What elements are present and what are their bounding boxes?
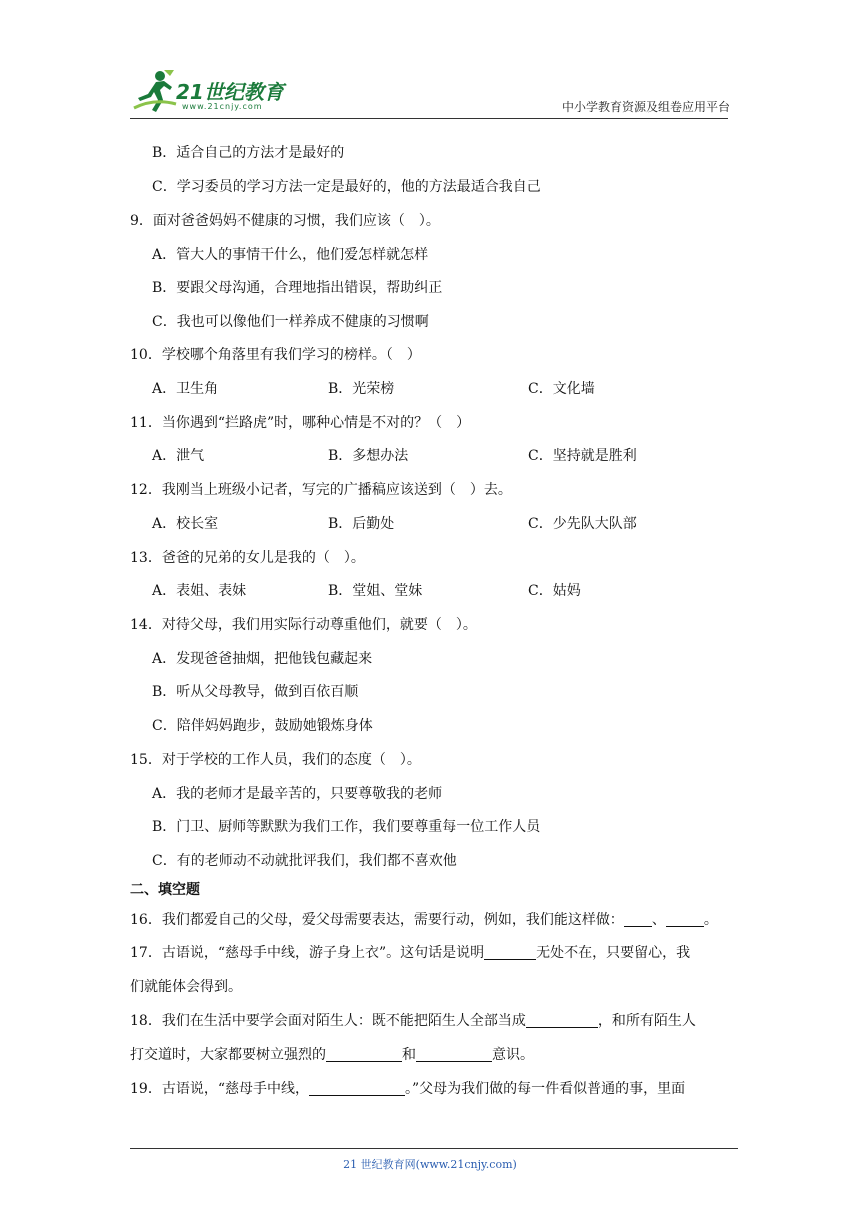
q19-blank[interactable] — [309, 1079, 405, 1096]
q15-option-c: C．有的老师动不动就批评我们，我们都不喜欢他 — [152, 853, 457, 869]
q16-end: 。 — [703, 912, 718, 928]
platform-name: 中小学教育资源及组卷应用平台 — [561, 100, 730, 114]
q10-option-a: A．卫生角 — [152, 381, 219, 397]
q9-option-b: B．要跟父母沟通，合理地指出错误，帮助纠正 — [152, 280, 443, 296]
question-12: 12．我刚当上班级小记者，写完的广播稿应该送到（ ）去。 — [130, 482, 512, 498]
q8-option-c: C．学习委员的学习方法一定是最好的，他的方法最适合我自己 — [152, 179, 541, 195]
q13-option-c: C．姑妈 — [528, 583, 581, 599]
q12-option-b: B．后勤处 — [328, 516, 395, 532]
q19-text-2: 。”父母为我们做的每一件看似普通的事，里面 — [404, 1081, 686, 1097]
question-16 — [130, 910, 718, 930]
q16-blank-1[interactable] — [624, 910, 652, 927]
runner-logo-icon — [130, 68, 178, 114]
question-9: 9．面对爸爸妈妈不健康的习惯，我们应该（ ）。 — [130, 213, 440, 229]
q18-end: 意识。 — [492, 1047, 534, 1063]
question-11: 11．当你遇到“拦路虎”时，哪种心情是不对的？（ ） — [130, 415, 471, 431]
footer-divider — [130, 1148, 738, 1149]
q18-blank-3[interactable] — [416, 1045, 492, 1062]
question-19 — [130, 1079, 685, 1099]
q11-option-a: A．泄气 — [152, 448, 205, 464]
q17-text-2: 无处不在，只要留心，我 — [536, 945, 691, 961]
logo-url: www.21cnjy.com — [182, 102, 263, 111]
q18-and: 和 — [402, 1047, 416, 1063]
q18-text-2: ，和所有陌生人 — [597, 1013, 696, 1029]
question-10: 10．学校哪个角落里有我们学习的榜样。（ ） — [130, 347, 421, 363]
footer-text: 21 世纪教育网(www.21cnjy.com) — [343, 1158, 517, 1171]
q17-text: 17．古语说，“慈母手中线，游子身上衣”。这句话是说明 — [130, 945, 485, 961]
q10-option-c: C．文化墙 — [528, 381, 595, 397]
q10-option-b: B．光荣榜 — [328, 381, 395, 397]
question-18-cont — [130, 1045, 534, 1065]
q19-text: 19．古语说，“慈母手中线， — [130, 1081, 309, 1097]
q15-option-b: B．门卫、厨师等默默为我们工作，我们要尊重每一位工作人员 — [152, 819, 541, 835]
q11-option-c: C．坚持就是胜利 — [528, 448, 637, 464]
q9-option-a: A．管大人的事情干什么，他们爱怎样就怎样 — [152, 247, 429, 263]
q13-option-b: B．堂姐、堂妹 — [328, 583, 423, 599]
q15-option-a: A．我的老师才是最辛苦的，只要尊敬我的老师 — [152, 786, 443, 802]
question-17-cont: 们就能体会得到。 — [130, 979, 242, 995]
section-fill-in-title: 二、填空题 — [130, 882, 200, 898]
q12-option-a: A．校长室 — [152, 516, 219, 532]
q12-option-c: C．少先队大队部 — [528, 516, 637, 532]
q16-blank-2[interactable] — [666, 910, 704, 927]
q13-option-a: A．表姐、表妹 — [152, 583, 247, 599]
header-divider — [130, 118, 728, 119]
logo — [130, 68, 300, 116]
q9-option-c: C．我也可以像他们一样养成不健康的习惯啊 — [152, 314, 429, 330]
logo-text: 21世纪教育 — [176, 80, 284, 104]
q8-option-b: B．适合自己的方法才是最好的 — [152, 145, 345, 161]
q14-option-a: A．发现爸爸抽烟，把他钱包藏起来 — [152, 651, 373, 667]
question-14: 14．对待父母，我们用实际行动尊重他们，就要（ ）。 — [130, 617, 477, 633]
q16-sep: 、 — [651, 912, 666, 928]
question-13: 13．爸爸的兄弟的女儿是我的（ ）。 — [130, 550, 365, 566]
q18-blank-2[interactable] — [326, 1045, 402, 1062]
question-17 — [130, 943, 690, 963]
q18-text-3: 打交道时，大家都要树立强烈的 — [130, 1047, 326, 1063]
q14-option-c: C．陪伴妈妈跑步，鼓励她锻炼身体 — [152, 718, 373, 734]
q18-text: 18．我们在生活中要学会面对陌生人：既不能把陌生人全部当成 — [130, 1013, 526, 1029]
q11-option-b: B．多想办法 — [328, 448, 409, 464]
q16-text: 16．我们都爱自己的父母，爱父母需要表达，需要行动，例如，我们能这样做： — [130, 912, 624, 928]
question-18 — [130, 1011, 696, 1031]
q17-blank[interactable] — [484, 943, 536, 960]
q14-option-b: B．听从父母教导，做到百依百顺 — [152, 684, 359, 700]
question-15: 15．对于学校的工作人员，我们的态度（ ）。 — [130, 752, 421, 768]
q18-blank-1[interactable] — [526, 1011, 598, 1028]
page-header — [130, 68, 730, 118]
